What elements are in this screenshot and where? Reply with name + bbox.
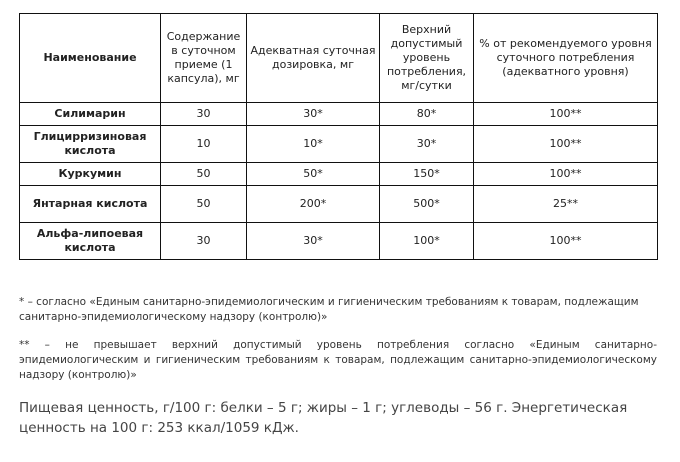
row-name: Глицирризиновая кислота: [20, 126, 161, 163]
row-upper: 80*: [380, 103, 474, 126]
row-percent: 100**: [474, 126, 658, 163]
composition-table: [19, 13, 658, 260]
row-content: 50: [161, 186, 247, 223]
row-adequate: 50*: [247, 163, 380, 186]
row-adequate: 200*: [247, 186, 380, 223]
table-row: [20, 103, 658, 126]
row-name: Силимарин: [20, 103, 161, 126]
row-content: 30: [161, 103, 247, 126]
row-upper: 150*: [380, 163, 474, 186]
row-adequate: 30*: [247, 223, 380, 260]
row-percent: 100**: [474, 223, 658, 260]
row-content: 10: [161, 126, 247, 163]
row-name: Янтарная кислота: [20, 186, 161, 223]
row-percent: 100**: [474, 163, 658, 186]
table-row: [20, 186, 658, 223]
nutrition-facts: Пищевая ценность, г/100 г: белки – 5 г; жиры – 1 г; углеводы – 56 г. Энергетическая ценность на 100 г: 253 ккал/1059 кДж.: [19, 400, 628, 436]
table-header-row: [20, 14, 658, 103]
header-percent: % от рекомендуемого уровня суточного потребления (адекватного уровня): [474, 14, 658, 103]
row-upper: 500*: [380, 186, 474, 223]
header-content: Содержание в суточном приеме (1 капсула), мг: [161, 14, 247, 103]
row-content: 30: [161, 223, 247, 260]
row-percent: 100**: [474, 103, 658, 126]
header-adequate-dose: Адекватная суточная дозировка, мг: [247, 14, 380, 103]
header-upper-level: Верхний допустимый уровень потребления, мг/сутки: [380, 14, 474, 103]
row-name: Куркумин: [20, 163, 161, 186]
footnote-double-asterisk: ** – не превышает верхний допустимый уровень потребления согласно «Единым санитарно-эпидемиологическим и гигиеническим требованиям к товарам, подлежащим санитарно-эпидемиологическому надзору (контролю)»: [19, 339, 657, 381]
row-percent: 25**: [474, 186, 658, 223]
row-content: 50: [161, 163, 247, 186]
table-row: [20, 223, 658, 260]
row-name: Альфа-липоевая кислота: [20, 223, 161, 260]
header-name: Наименование: [20, 14, 161, 103]
row-adequate: 10*: [247, 126, 380, 163]
row-upper: 30*: [380, 126, 474, 163]
table-row: [20, 126, 658, 163]
row-adequate: 30*: [247, 103, 380, 126]
footnote-single-asterisk: * – согласно «Единым санитарно-эпидемиологическим и гигиеническим требованиям к товарам, подлежащим санитарно-эпидемиологическому надзору (контролю)»: [19, 296, 639, 323]
table-row: [20, 163, 658, 186]
row-upper: 100*: [380, 223, 474, 260]
